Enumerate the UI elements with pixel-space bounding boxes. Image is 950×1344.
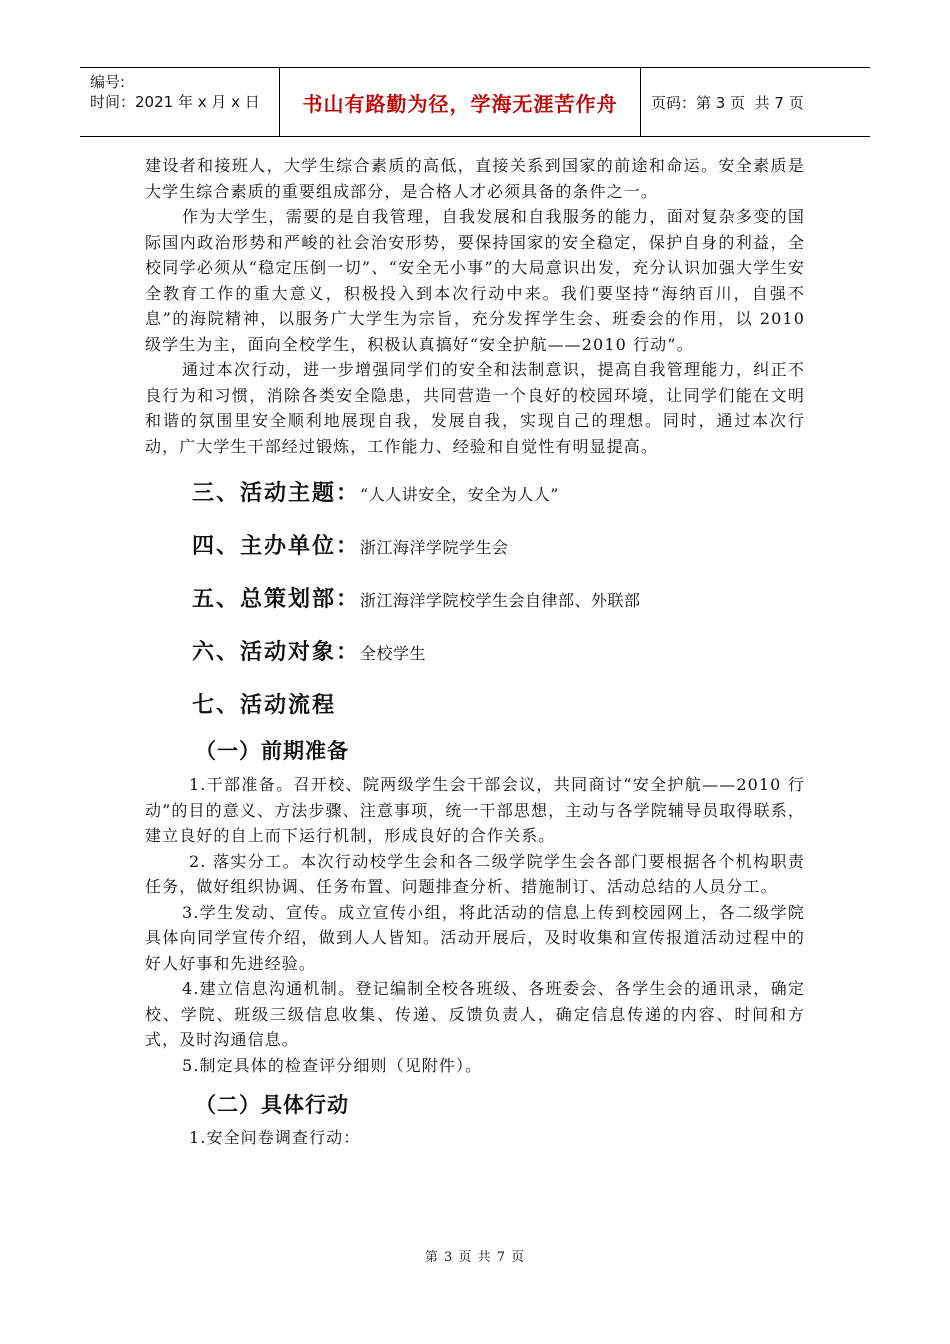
prep-item-3: 3.学生发动、宣传。成立宣传小组，将此活动的信息上传到校园网上，各二级学院具体向同学宣传介绍，做到人人皆知。活动开展后，及时收集和宣传报道活动过程中的好人好事和先进经验。 (145, 902, 805, 973)
section-host (192, 529, 805, 560)
section-planning (192, 582, 805, 613)
paragraph-1: 建设者和接班人，大学生综合素质的高低，直接关系到国家的前途和命运。安全素质是大学生综合素质的重要组成部分，是合格人才必须具备的条件之一。 (145, 156, 805, 201)
section-audience-value: 全校学生 (360, 644, 427, 663)
page-header (80, 67, 870, 137)
header-meta (80, 68, 280, 136)
prep-item-1: 1.干部准备。召开校、院两级学生会干部会议，共同商讨“安全护航——2010 行动”的目的意义、方法步骤、注意事项，统一干部思想，主动与各学院辅导员取得联系，建立良好的自上而下运行机制，形成良好的合作关系。 (145, 775, 805, 845)
header-motto: 书山有路勤为径，学海无涯苦作舟 (280, 68, 641, 136)
section-planning-title: 五、总策划部： (192, 587, 361, 612)
section-process-title: 七、活动流程 (192, 693, 337, 718)
paragraph-2: 作为大学生，需要的是自我管理，自我发展和自我服务的能力，面对复杂多变的国际国内政治形势和严峻的社会治安形势，要保持国家的安全稳定，保护自身的利益，全校同学必须从“稳定压倒一切”、“安全无小事”的大局意识出发，充分认识加强大学生安全教育工作的重大意义，积极投入到本次行动中来。我们要坚持“海纳百川，自强不息”的海院精神，以服务广大学生为宗旨，充分发挥学生会、班委会的作用，以 2010 级学生为主，面向全校学生，积极认真搞好“安全护航——2010 行动”。 (145, 207, 805, 354)
section-audience-title: 六、活动对象： (192, 640, 361, 665)
subsection-actions-title: （二）具体行动 (195, 1093, 349, 1117)
section-host-title: 四、主办单位： (192, 534, 361, 559)
section-audience (192, 635, 805, 666)
prep-item-5: 5.制定具体的检查评分细则（见附件）。 (182, 1055, 483, 1075)
section-process (192, 688, 805, 719)
subsection-preparation-title: （一）前期准备 (195, 739, 349, 763)
header-page-text: 页码：第 3 页 共 7 页 (651, 93, 804, 112)
section-theme (192, 476, 805, 507)
paragraph-3: 通过本次行动，进一步增强同学们的安全和法制意识，提高自我管理能力，纠正不良行为和习惯，消除各类安全隐患，共同营造一个良好的校园环境，让同学们能在文明和谐的氛围里安全顺利地展现自我，发展自我，实现自己的理想。同时，通过本次行动，广大学生干部经过锻炼，工作能力、经验和自觉性有明显提高。 (145, 360, 805, 456)
document-time: 时间：2021 年 x 月 x 日 (90, 93, 260, 111)
section-planning-value: 浙江海洋学院校学生会自律部、外联部 (360, 591, 641, 610)
document-number-label: 编号: (90, 73, 126, 91)
section-host-value: 浙江海洋学院学生会 (360, 538, 509, 557)
section-theme-title: 三、活动主题： (192, 481, 361, 506)
prep-item-2: 2. 落实分工。本次行动校学生会和各二级学院学生会各部门要根据各个机构职责任务，做好组织协调、任务布置、问题排查分析、措施制订、活动总结的人员分工。 (145, 851, 805, 896)
prep-item-4: 4.建立信息沟通机制。登记编制全校各班级、各班委会、各学生会的通讯录，确定校、学院、班级三级信息收集、传递、反馈负责人，确定信息传递的内容、时间和方式，及时沟通信息。 (145, 979, 805, 1049)
action-item-1: 1.安全问卷调查行动： (189, 1128, 361, 1147)
section-theme-value: “人人讲安全，安全为人人” (360, 485, 559, 504)
header-page-info (641, 68, 870, 136)
page-footer: 第 3 页 共 7 页 (424, 1250, 526, 1265)
document-body (145, 153, 805, 1151)
